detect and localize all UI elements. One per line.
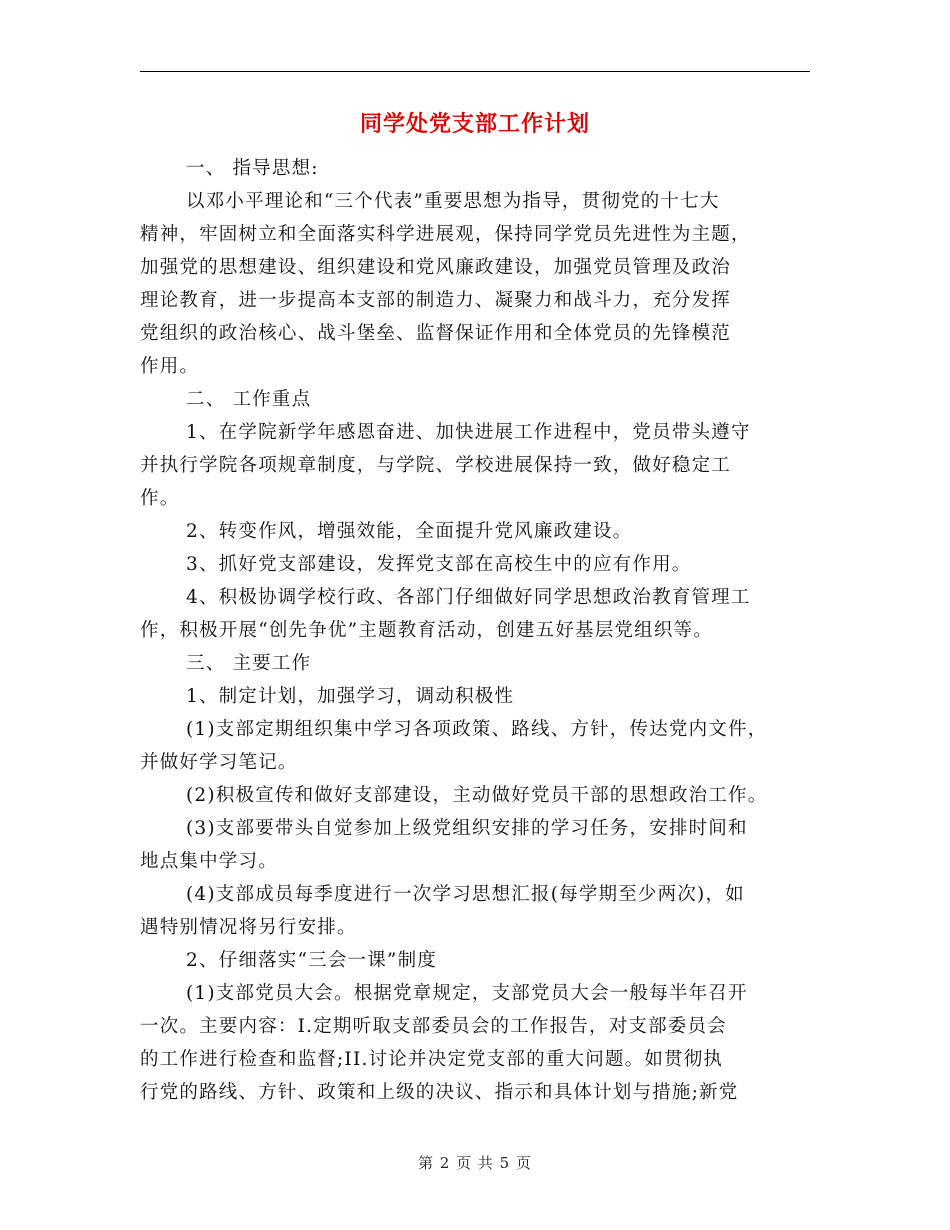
body-line: 以邓小平理论和“三个代表”重要思想为指导，贯彻党的十七大: [186, 191, 720, 212]
body-line: 三、 主要工作: [186, 653, 312, 674]
body-line: 并执行学院各项规章制度，与学院、学校进展保持一致，做好稳定工: [140, 455, 732, 476]
body-line: 的工作进行检查和监督;II.讨论并决定党支部的重大问题。如贯彻执: [140, 1049, 724, 1070]
document-title: 同学处党支部工作计划: [359, 111, 590, 137]
body-line: 一次。主要内容：I.定期听取支部委员会的工作报告，对支部委员会: [140, 1016, 727, 1037]
body-line: (3)支部要带头自觉参加上级党组织安排的学习任务，安排时间和: [186, 818, 748, 839]
body-line: 3、抓好党支部建设，发挥党支部在高校生中的应有作用。: [186, 554, 692, 575]
body-line: 4、积极协调学校行政、各部门仔细做好同学思想政治教育管理工: [186, 587, 751, 608]
body-line: (2)积极宣传和做好支部建设，主动做好党员干部的思想政治工作。: [186, 785, 768, 806]
body-line: 党组织的政治核心、战斗堡垒、监督保证作用和全体党员的先锋模范: [140, 323, 732, 344]
body-line: 遇特别情况将另行安排。: [140, 917, 357, 938]
body-line: (1)支部定期组织集中学习各项政策、路线、方针，传达党内文件，: [186, 719, 768, 740]
body-line: 行党的路线、方针、政策和上级的决议、指示和具体计划与措施;新党: [140, 1082, 739, 1103]
body-line: 并做好学习笔记。: [140, 752, 298, 773]
body-line: 2、仔细落实“三会一课”制度: [186, 950, 437, 971]
body-line: 1、制定计划，加强学习，调动积极性: [186, 686, 515, 707]
header-rule: [140, 71, 810, 72]
body-line: 精神，牢固树立和全面落实科学进展观，保持同学党员先进性为主题，: [140, 224, 751, 245]
body-line: 作，积极开展“创先争优”主题教育活动，创建五好基层党组织等。: [140, 620, 713, 641]
body-line: 作用。: [140, 356, 200, 377]
body-line: 作。: [140, 488, 180, 509]
body-line: (1)支部党员大会。根据党章规定，支部党员大会一般每半年召开: [186, 983, 748, 1004]
page-number-footer: 第 2 页 共 5 页: [418, 1154, 532, 1172]
body-line: 理论教育，进一步提高本支部的制造力、凝聚力和战斗力，充分发挥: [140, 290, 732, 311]
body-line: 1、在学院新学年感恩奋进、加快进展工作进程中，党员带头遵守: [186, 422, 751, 443]
body-line: 加强党的思想建设、组织建设和党风廉政建设，加强党员管理及政治: [140, 257, 732, 278]
body-line: 地点集中学习。: [140, 851, 278, 872]
document-body: [140, 152, 810, 1109]
body-line: 一、 指导思想:: [186, 158, 319, 179]
body-line: (4)支部成员每季度进行一次学习思想汇报(每学期至少两次)，如: [186, 884, 745, 905]
body-line: 二、 工作重点: [186, 389, 312, 410]
body-line: 2、转变作风，增强效能，全面提升党风廉政建设。: [186, 521, 633, 542]
